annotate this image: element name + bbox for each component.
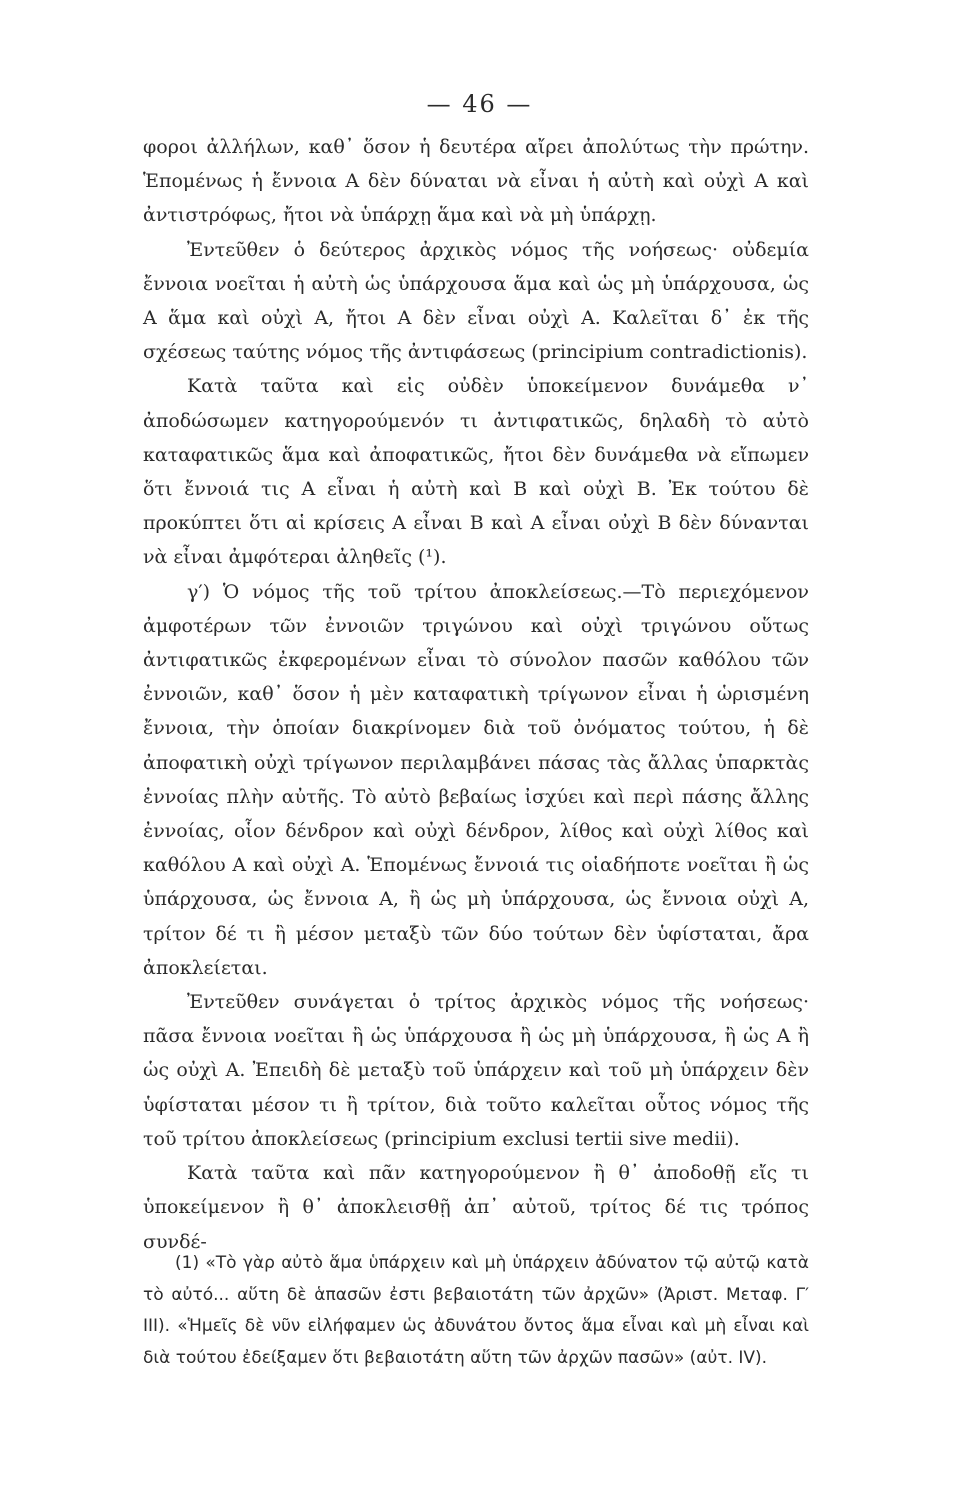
footnote-1: (1) «Τὸ γὰρ αὐτὸ ἅμα ὑπάρχειν καὶ μὴ ὑπάρχειν ἀδύνατον τῷ αὐτῷ κατὰ τὸ αὐτό... αὕτη δὲ ἁπασῶν ἐστι βεβαιοτάτη τῶν ἀρχῶν» (Ἀριστ. Μεταφ. Γ′ III). «Ἡμεῖς δὲ νῦν εἰλήφαμεν ὡς ἀδυνάτου ὄντος ἅμα εἶναι καὶ μὴ εἶναι καὶ διὰ τούτου ἐδείξαμεν ὅτι βεβαιοτάτη αὕτη τῶν ἀρχῶν πασῶν» (αὐτ. IV). — [143, 1253, 809, 1368]
page-number: — 46 — — [426, 90, 533, 118]
paragraph-predicates: Κατὰ ταῦτα καὶ εἰς οὐδὲν ὑποκείμενον δυνάμεθα ν᾽ ἀποδώσωμεν κατηγορούμενόν τι ἀντιφατικῶς, δηλαδὴ τὸ αὐτὸ καταφατικῶς ἅμα καὶ ἀποφατικῶς, ἤτοι δὲν δυνάμεθα νὰ εἴπωμεν ὅτι ἔννοιά τις Α εἶναι ἡ αὐτὴ καὶ Β καὶ οὐχὶ Β. Ἐκ τούτου δὲ προκύπτει ὅτι αἱ κρίσεις Α εἶναι Β καὶ Α εἶναι οὐχὶ Β δὲν δύνανται νὰ εἶναι ἀμφότεραι ἀληθεῖς (¹). — [143, 375, 809, 569]
paragraph-third-law: Ἐντεῦθεν συνάγεται ὁ τρίτος ἀρχικὸς νόμος τῆς νοήσεως· πᾶσα ἔννοια νοεῖται ἢ ὡς ὑπάρχουσα ἢ ὡς μὴ ὑπάρχουσα, ἢ ὡς Α ἢ ὡς οὐχὶ Α. Ἐπειδὴ δὲ μεταξὺ τοῦ ὑπάρχειν καὶ τοῦ μὴ ὑπάρχειν δὲν ὑφίσταται μέσον τι ἢ τρίτον, διὰ τοῦτο καλεῖται οὗτος νόμος τῆς τοῦ τρίτου ἀποκλείσεως (principium exclusi tertii sive medii). — [143, 991, 809, 1150]
paragraph-excluded-middle-heading: γ′) Ὁ νόμος τῆς τοῦ τρίτου ἀποκλείσεως.—Τὸ περιεχόμενον ἀμφοτέρων τῶν ἐννοιῶν τριγώνου καὶ οὐχὶ τριγώνου οὕτως ἀντιφατικῶς ἐκφερομένων εἶναι τὸ σύνολον πασῶν καθόλου τῶν ἐννοιῶν, καθ᾽ ὅσον ἡ μὲν καταφατικὴ τρίγωνον εἶναι ἡ ὡρισμένη ἔννοια, τὴν ὁποίαν διακρίνομεν διὰ τοῦ ὀνόματος τούτου, ἡ δὲ ἀποφατικὴ οὐχὶ τρίγωνον περιλαμβάνει πάσας τὰς ἄλλας ὑπαρκτὰς ἐννοίας πλὴν αὐτῆς. Τὸ αὐτὸ βεβαίως ἰσχύει καὶ περὶ πάσης ἄλλης ἐννοίας, οἷον δένδρον καὶ οὐχὶ δένδρον, λίθος καὶ οὐχὶ λίθος καὶ καθόλου Α καὶ οὐχὶ Α. Ἑπομένως ἔννοιά τις οἱαδήποτε νοεῖται ἢ ὡς ὑπάρχουσα, ὡς ἔννοια Α, ἢ ὡς μὴ ὑπάρχουσα, ὡς ἔννοια οὐχὶ Α, τρίτον δέ τι ἢ μέσον μεταξὺ τῶν δύο τούτων δὲν ὑφίσταται, ἄρα ἀποκλείεται. — [143, 580, 809, 979]
paragraph-continuation: φοροι ἀλλήλων, καθ᾽ ὅσον ἡ δευτέρα αἴρει ἀπολύτως τὴν πρώτην. Ἑπομένως ἡ ἔννοια Α δὲν δύναται νὰ εἶναι ἡ αὐτὴ καὶ οὐχὶ Α καὶ ἀντιστρόφως, ἤτοι νὰ ὑπάρχῃ ἅμα καὶ νὰ μὴ ὑπάρχῃ. — [143, 136, 809, 227]
footnotes — [143, 1248, 809, 1374]
main-text — [143, 130, 809, 1259]
paragraph-law-of-contradiction: Ἐντεῦθεν ὁ δεύτερος ἀρχικὸς νόμος τῆς νοήσεως· οὐδεμία ἔννοια νοεῖται ἡ αὐτὴ ὡς ὑπάρχουσα ἅμα καὶ ὡς μὴ ὑπάρχουσα, ὡς Α ἅμα καὶ οὐχὶ Α, ἤτοι Α δὲν εἶναι οὐχὶ Α. Καλεῖται δ᾽ ἐκ τῆς σχέσεως ταύτης νόμος τῆς ἀντιφάσεως (principium contradictionis). — [143, 238, 809, 364]
paragraph-consequence: Κατὰ ταῦτα καὶ πᾶν κατηγορούμενον ἢ θ᾽ ἀποδοθῇ εἴς τι ὑποκείμενον ἢ θ᾽ ἀποκλεισθῇ ἀπ᾽ αὐτοῦ, τρίτος δέ τις τρόπος συνδέ- — [143, 1162, 809, 1253]
